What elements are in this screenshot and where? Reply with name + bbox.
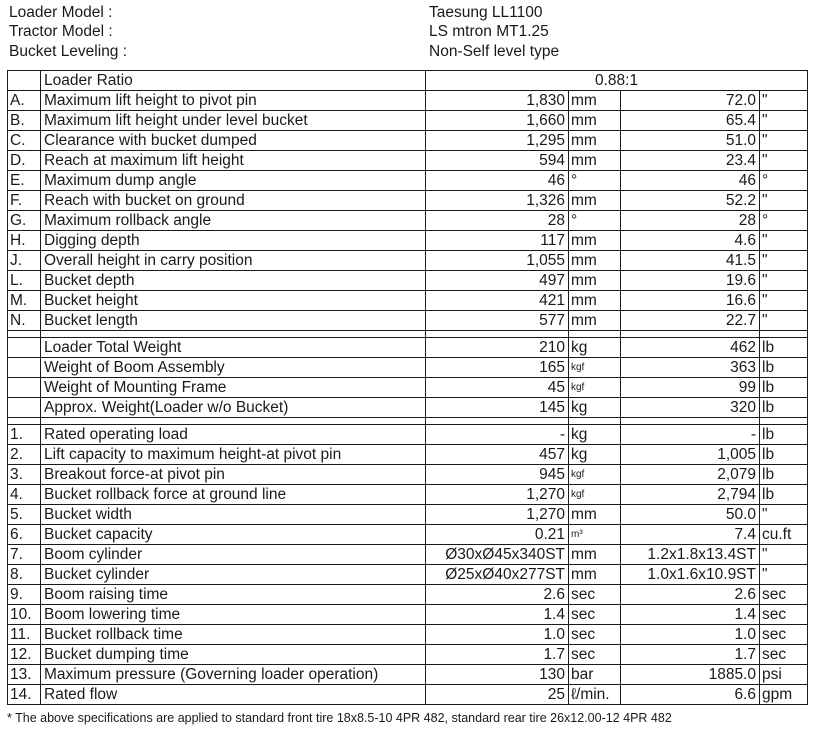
metric-unit: ° <box>569 211 621 231</box>
row-label: Rated operating load <box>41 425 426 445</box>
imperial-unit: lb <box>760 398 808 418</box>
row-label: Weight of Mounting Frame <box>41 378 426 398</box>
section-divider <box>8 331 808 338</box>
metric-value: - <box>426 425 569 445</box>
imperial-unit: " <box>760 311 808 331</box>
metric-value: 2.6 <box>426 585 569 605</box>
row-label: Maximum lift height under level bucket <box>41 111 426 131</box>
table-row <box>8 151 808 171</box>
table-row <box>8 171 808 191</box>
imperial-value: 51.0 <box>621 131 760 151</box>
table-row <box>8 311 808 331</box>
imperial-unit: " <box>760 191 808 211</box>
table-row <box>8 271 808 291</box>
row-label: Maximum dump angle <box>41 171 426 191</box>
table-row <box>8 231 808 251</box>
bucket-leveling-label: Bucket Leveling : <box>9 42 128 60</box>
imperial-value: 320 <box>621 398 760 418</box>
imperial-unit: ° <box>760 211 808 231</box>
row-letter <box>8 338 41 358</box>
imperial-value: 1.0 <box>621 625 760 645</box>
row-letter: E. <box>8 171 41 191</box>
row-letter: L. <box>8 271 41 291</box>
metric-value: 165 <box>426 358 569 378</box>
metric-value: 45 <box>426 378 569 398</box>
metric-unit: mm <box>569 505 621 525</box>
tractor-model-value: LS mtron MT1.25 <box>429 23 549 41</box>
metric-value: Ø30xØ45x340ST <box>426 545 569 565</box>
row-label: Maximum lift height to pivot pin <box>41 91 426 111</box>
metric-value: 25 <box>426 685 569 705</box>
spec-table <box>7 70 808 705</box>
metric-unit: kg <box>569 398 621 418</box>
imperial-unit: " <box>760 111 808 131</box>
imperial-value: 1885.0 <box>621 665 760 685</box>
metric-value: 1,295 <box>426 131 569 151</box>
row-label: Bucket capacity <box>41 525 426 545</box>
metric-value: 421 <box>426 291 569 311</box>
footnote: * The above specifications are applied to standard front tire 18x8.5-10 4PR 482, standard rear tire 26x12.00-12 4PR 482 <box>7 711 672 725</box>
imperial-unit: sec <box>760 625 808 645</box>
imperial-value: 1.7 <box>621 645 760 665</box>
metric-value: 46 <box>426 171 569 191</box>
metric-value: 1.4 <box>426 605 569 625</box>
metric-value: 1.7 <box>426 645 569 665</box>
metric-value: 130 <box>426 665 569 685</box>
imperial-unit: " <box>760 271 808 291</box>
metric-value: Ø25xØ40x277ST <box>426 565 569 585</box>
imperial-unit: cu.ft <box>760 525 808 545</box>
imperial-unit: lb <box>760 445 808 465</box>
metric-unit: mm <box>569 291 621 311</box>
row-label: Overall height in carry position <box>41 251 426 271</box>
imperial-unit: lb <box>760 485 808 505</box>
imperial-value: 363 <box>621 358 760 378</box>
imperial-value: 16.6 <box>621 291 760 311</box>
row-letter: 10. <box>8 605 41 625</box>
loader-model-row <box>9 3 809 22</box>
spacer-cell <box>621 331 760 338</box>
imperial-unit: " <box>760 565 808 585</box>
imperial-unit: " <box>760 91 808 111</box>
metric-value: 117 <box>426 231 569 251</box>
metric-unit: sec <box>569 625 621 645</box>
row-label: Bucket length <box>41 311 426 331</box>
spec-table-body <box>8 71 808 705</box>
imperial-unit: " <box>760 291 808 311</box>
row-label: Bucket height <box>41 291 426 311</box>
metric-unit: ℓ/min. <box>569 685 621 705</box>
imperial-unit: " <box>760 545 808 565</box>
metric-value: 145 <box>426 398 569 418</box>
row-letter <box>8 358 41 378</box>
loader-model-label: Loader Model : <box>9 4 113 21</box>
imperial-value: 4.6 <box>621 231 760 251</box>
imperial-value: 462 <box>621 338 760 358</box>
loader-model-value: Taesung LL1100 <box>429 4 543 21</box>
metric-value: 0.21 <box>426 525 569 545</box>
imperial-value: 50.0 <box>621 505 760 525</box>
row-label: Approx. Weight(Loader w/o Bucket) <box>41 398 426 418</box>
table-row <box>8 585 808 605</box>
row-label: Maximum rollback angle <box>41 211 426 231</box>
row-label: Bucket cylinder <box>41 565 426 585</box>
imperial-unit: " <box>760 151 808 171</box>
metric-unit: mm <box>569 151 621 171</box>
row-letter: H. <box>8 231 41 251</box>
metric-value: 1,270 <box>426 505 569 525</box>
metric-value: 210 <box>426 338 569 358</box>
row-letter: B. <box>8 111 41 131</box>
row-letter <box>8 398 41 418</box>
row-label: Bucket depth <box>41 271 426 291</box>
row-letter: 1. <box>8 425 41 445</box>
metric-unit: m³ <box>569 525 621 545</box>
imperial-value: 2,079 <box>621 465 760 485</box>
ratio-label: Loader Ratio <box>41 71 426 91</box>
row-letter: 14. <box>8 685 41 705</box>
spacer-cell <box>569 331 621 338</box>
spacer-cell <box>760 418 808 425</box>
row-letter: 5. <box>8 505 41 525</box>
table-row <box>8 445 808 465</box>
loader-ratio-row <box>8 71 808 91</box>
metric-unit: mm <box>569 231 621 251</box>
row-label: Breakout force-at pivot pin <box>41 465 426 485</box>
row-letter: M. <box>8 291 41 311</box>
row-letter: J. <box>8 251 41 271</box>
row-letter: G. <box>8 211 41 231</box>
imperial-unit: ° <box>760 171 808 191</box>
metric-value: 594 <box>426 151 569 171</box>
row-label: Bucket rollback force at ground line <box>41 485 426 505</box>
table-row <box>8 645 808 665</box>
row-letter: 6. <box>8 525 41 545</box>
row-letter: A. <box>8 91 41 111</box>
metric-value: 577 <box>426 311 569 331</box>
metric-unit: mm <box>569 111 621 131</box>
imperial-unit: psi <box>760 665 808 685</box>
spacer-cell <box>569 418 621 425</box>
metric-unit: kgf <box>569 378 621 398</box>
imperial-value: 7.4 <box>621 525 760 545</box>
imperial-value: - <box>621 425 760 445</box>
row-letter: 7. <box>8 545 41 565</box>
row-label: Bucket width <box>41 505 426 525</box>
imperial-value: 28 <box>621 211 760 231</box>
table-row <box>8 378 808 398</box>
metric-unit: mm <box>569 191 621 211</box>
metric-unit: mm <box>569 545 621 565</box>
metric-unit: bar <box>569 665 621 685</box>
imperial-value: 99 <box>621 378 760 398</box>
metric-unit: sec <box>569 645 621 665</box>
row-label: Rated flow <box>41 685 426 705</box>
row-letter: 2. <box>8 445 41 465</box>
row-label: Loader Total Weight <box>41 338 426 358</box>
row-label: Digging depth <box>41 231 426 251</box>
ratio-value: 0.88:1 <box>426 71 808 91</box>
metric-value: 1,270 <box>426 485 569 505</box>
metric-unit: mm <box>569 131 621 151</box>
bucket-leveling-value: Non-Self level type <box>429 42 560 60</box>
metric-value: 945 <box>426 465 569 485</box>
table-row <box>8 191 808 211</box>
table-row <box>8 625 808 645</box>
row-label: Maximum pressure (Governing loader operation) <box>41 665 426 685</box>
row-label: Lift capacity to maximum height-at pivot pin <box>41 445 426 465</box>
imperial-unit: sec <box>760 605 808 625</box>
table-row <box>8 685 808 705</box>
imperial-unit: lb <box>760 358 808 378</box>
imperial-unit: sec <box>760 585 808 605</box>
table-row <box>8 605 808 625</box>
row-label: Bucket dumping time <box>41 645 426 665</box>
imperial-unit: " <box>760 251 808 271</box>
metric-unit: kgf <box>569 485 621 505</box>
spacer-cell <box>41 331 426 338</box>
metric-value: 28 <box>426 211 569 231</box>
table-row <box>8 665 808 685</box>
metric-unit: kg <box>569 338 621 358</box>
table-row <box>8 338 808 358</box>
metric-unit: sec <box>569 585 621 605</box>
metric-value: 1,055 <box>426 251 569 271</box>
row-label: Reach at maximum lift height <box>41 151 426 171</box>
table-row <box>8 131 808 151</box>
metric-unit: kgf <box>569 358 621 378</box>
imperial-value: 23.4 <box>621 151 760 171</box>
row-letter: F. <box>8 191 41 211</box>
row-label: Boom lowering time <box>41 605 426 625</box>
table-row <box>8 545 808 565</box>
metric-unit: kgf <box>569 465 621 485</box>
tractor-model-row <box>9 22 809 41</box>
spec-header <box>9 3 809 61</box>
row-letter: 11. <box>8 625 41 645</box>
imperial-unit: sec <box>760 645 808 665</box>
metric-value: 457 <box>426 445 569 465</box>
imperial-value: 41.5 <box>621 251 760 271</box>
row-letter: 13. <box>8 665 41 685</box>
table-row <box>8 525 808 545</box>
imperial-value: 72.0 <box>621 91 760 111</box>
table-row <box>8 91 808 111</box>
row-label: Reach with bucket on ground <box>41 191 426 211</box>
imperial-value: 19.6 <box>621 271 760 291</box>
table-row <box>8 251 808 271</box>
imperial-value: 6.6 <box>621 685 760 705</box>
table-row <box>8 358 808 378</box>
table-row <box>8 111 808 131</box>
metric-unit: mm <box>569 91 621 111</box>
imperial-value: 22.7 <box>621 311 760 331</box>
row-letter: 8. <box>8 565 41 585</box>
row-label: Weight of Boom Assembly <box>41 358 426 378</box>
imperial-unit: lb <box>760 465 808 485</box>
row-letter: 3. <box>8 465 41 485</box>
metric-unit: mm <box>569 271 621 291</box>
metric-value: 1,660 <box>426 111 569 131</box>
spacer-cell <box>426 418 569 425</box>
bucket-leveling-row <box>9 42 809 61</box>
imperial-value: 65.4 <box>621 111 760 131</box>
imperial-value: 1.4 <box>621 605 760 625</box>
imperial-value: 1,005 <box>621 445 760 465</box>
spacer-cell <box>41 418 426 425</box>
row-label: Boom raising time <box>41 585 426 605</box>
row-letter <box>8 378 41 398</box>
spacer-cell <box>621 418 760 425</box>
tractor-model-label: Tractor Model : <box>9 23 113 41</box>
section-divider <box>8 418 808 425</box>
table-row <box>8 565 808 585</box>
row-letter: C. <box>8 131 41 151</box>
row-letter: D. <box>8 151 41 171</box>
metric-unit: ° <box>569 171 621 191</box>
table-row <box>8 425 808 445</box>
metric-value: 1,326 <box>426 191 569 211</box>
row-label: Bucket rollback time <box>41 625 426 645</box>
table-row <box>8 505 808 525</box>
row-letter: 4. <box>8 485 41 505</box>
imperial-value: 1.0x1.6x10.9ST <box>621 565 760 585</box>
row-letter: 12. <box>8 645 41 665</box>
row-label: Clearance with bucket dumped <box>41 131 426 151</box>
imperial-value: 46 <box>621 171 760 191</box>
spacer-cell <box>760 331 808 338</box>
row-letter: 9. <box>8 585 41 605</box>
imperial-value: 52.2 <box>621 191 760 211</box>
metric-unit: kg <box>569 445 621 465</box>
spacer-cell <box>8 418 41 425</box>
ratio-letter-cell <box>8 71 41 91</box>
table-row <box>8 465 808 485</box>
imperial-unit: " <box>760 505 808 525</box>
table-row <box>8 485 808 505</box>
metric-unit: mm <box>569 311 621 331</box>
row-letter: N. <box>8 311 41 331</box>
row-label: Boom cylinder <box>41 545 426 565</box>
imperial-unit: lb <box>760 425 808 445</box>
imperial-value: 2,794 <box>621 485 760 505</box>
metric-value: 1.0 <box>426 625 569 645</box>
spacer-cell <box>8 331 41 338</box>
table-row <box>8 398 808 418</box>
imperial-value: 1.2x1.8x13.4ST <box>621 545 760 565</box>
metric-value: 497 <box>426 271 569 291</box>
table-row <box>8 211 808 231</box>
metric-unit: mm <box>569 565 621 585</box>
metric-unit: mm <box>569 251 621 271</box>
imperial-value: 2.6 <box>621 585 760 605</box>
imperial-unit: " <box>760 231 808 251</box>
spacer-cell <box>426 331 569 338</box>
imperial-unit: lb <box>760 378 808 398</box>
metric-unit: kg <box>569 425 621 445</box>
imperial-unit: gpm <box>760 685 808 705</box>
table-row <box>8 291 808 311</box>
imperial-unit: " <box>760 131 808 151</box>
imperial-unit: lb <box>760 338 808 358</box>
metric-value: 1,830 <box>426 91 569 111</box>
metric-unit: sec <box>569 605 621 625</box>
